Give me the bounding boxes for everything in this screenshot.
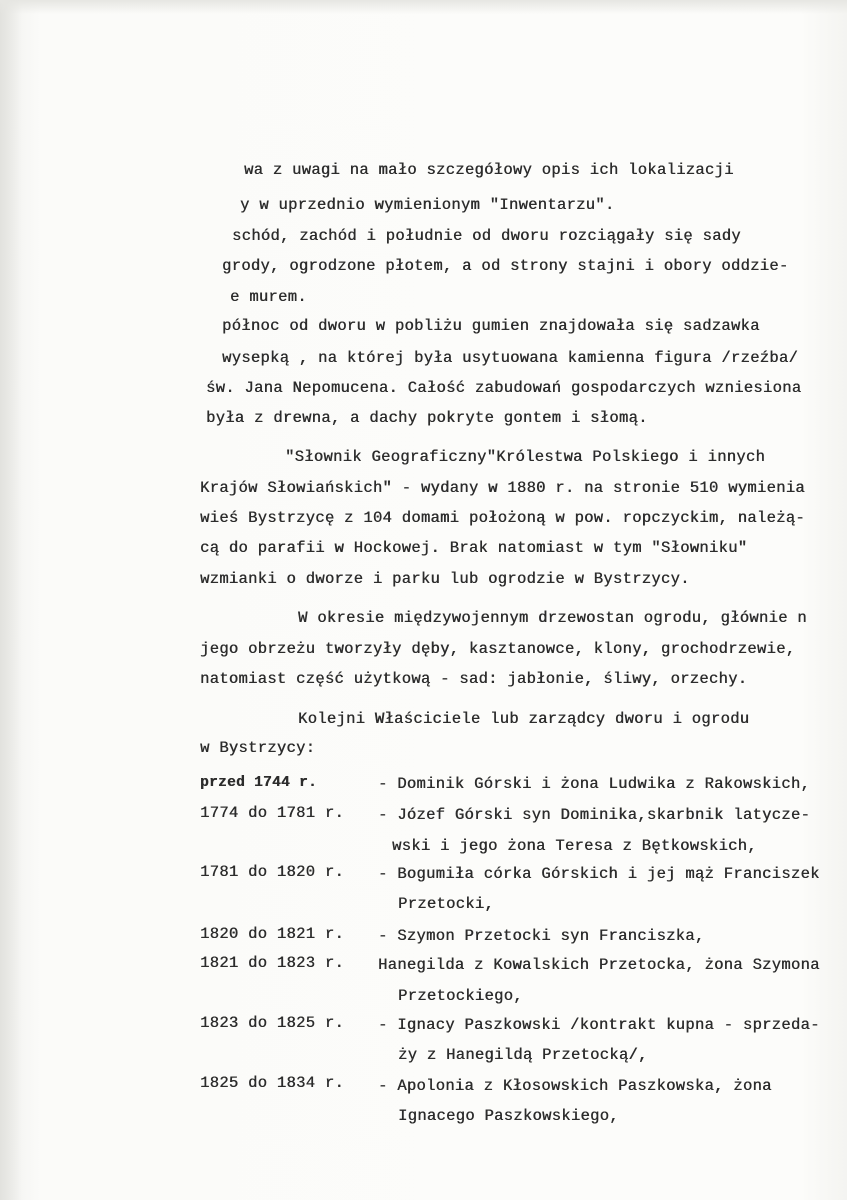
owner-text: - Dominik Górski i żona Ludwika z Rakowskich, bbox=[378, 775, 811, 793]
owner-date: 1820 do 1821 r. bbox=[200, 925, 345, 943]
text-line: e murem. bbox=[230, 288, 307, 306]
page-shadow-left bbox=[0, 0, 22, 1200]
owner-date: 1821 do 1823 r. bbox=[200, 954, 345, 972]
owner-text: Hanegilda z Kowalskich Przetocka, żona Szymona bbox=[378, 956, 820, 974]
owner-date: 1781 do 1820 r. bbox=[200, 863, 345, 881]
owner-text: - Bogumiła córka Górskich i jej mąż Franciszek bbox=[378, 865, 820, 883]
owner-date: 1774 do 1781 r. bbox=[200, 804, 345, 822]
text-line: jego obrzeżu tworzyły dęby, kasztanowce, klony, grochodrzewie, bbox=[200, 640, 796, 658]
owner-text: wski i jego żona Teresa z Bętkowskich, bbox=[392, 837, 757, 855]
section-heading: w Bystrzycy: bbox=[200, 739, 316, 757]
text-line: była z drewna, a dachy pokryte gontem i słomą. bbox=[206, 409, 648, 427]
text-line: wa z uwagi na mało szczegółowy opis ich lokalizacji bbox=[244, 161, 734, 179]
owner-text: ży z Hanegildą Przetocką/, bbox=[398, 1046, 648, 1064]
text-line: grody, ogrodzone płotem, a od strony stajni i obory oddzie- bbox=[222, 257, 789, 275]
owner-text: Przetockiego, bbox=[398, 987, 523, 1005]
owner-text: Ignacego Paszkowskiego, bbox=[398, 1107, 619, 1125]
owner-text: - Apolonia z Kłosowskich Paszkowska, żona bbox=[378, 1077, 772, 1095]
owner-date: 1825 do 1834 r. bbox=[200, 1074, 345, 1092]
text-line: cą do parafii w Hockowej. Brak natomiast w tym "Słowniku" bbox=[200, 539, 748, 557]
text-line: św. Jana Nepomucena. Całość zabudowań gospodarczych wzniesiona bbox=[206, 379, 802, 397]
owner-text: Przetocki, bbox=[398, 895, 495, 913]
text-line: północ od dworu w pobliżu gumien znajdowała się sadzawka bbox=[222, 317, 760, 335]
owner-date: przed 1744 r. bbox=[200, 775, 318, 791]
text-line: "Słownik Geograficzny"Królestwa Polskiego i innych bbox=[285, 448, 766, 466]
text-line: wieś Bystrzycę z 104 domami położoną w pow. ropczyckim, należą- bbox=[200, 509, 805, 527]
owner-text: - Szymon Przetocki syn Franciszka, bbox=[378, 927, 705, 945]
text-line: natomiast część użytkową - sad: jabłonie, śliwy, orzechy. bbox=[200, 670, 748, 688]
text-line: wzmianki o dworze i parku lub ogrodzie w Bystrzycy. bbox=[200, 570, 690, 588]
text-line: wysepką , na której była usytuowana kamienna figura /rzeźba/ bbox=[222, 349, 799, 367]
owner-text: - Józef Górski syn Dominika,skarbnik latycze- bbox=[378, 806, 811, 824]
text-line: Krajów Słowiańskich" - wydany w 1880 r. na stronie 510 wymienia bbox=[200, 479, 805, 497]
page-shadow-top bbox=[0, 0, 847, 14]
owner-date: 1823 do 1825 r. bbox=[200, 1014, 345, 1032]
text-line: W okresie międzywojennym drzewostan ogrodu, głównie n bbox=[298, 609, 807, 627]
section-heading: Kolejni Właściciele lub zarządcy dworu i ogrodu bbox=[298, 710, 750, 728]
text-line: y w uprzednio wymienionym "Inwentarzu". bbox=[240, 196, 615, 214]
owner-text: - Ignacy Paszkowski /kontrakt kupna - sprzeda- bbox=[378, 1016, 820, 1034]
text-line: schód, zachód i południe od dworu rozciągały się sady bbox=[232, 227, 741, 245]
